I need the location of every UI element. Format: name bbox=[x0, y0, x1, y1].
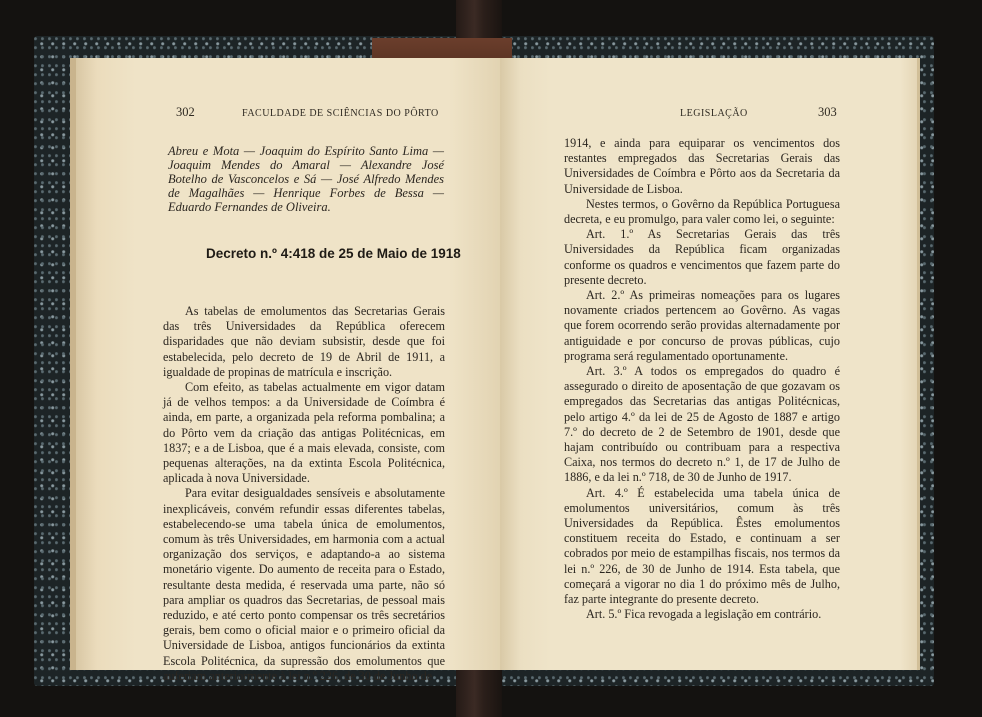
page-number-left: 302 bbox=[176, 105, 195, 119]
right-body bbox=[564, 136, 840, 623]
signatories bbox=[168, 144, 444, 214]
paragraph: Art. 3.º A todos os empregados do quadro é assegurado o direito de aposentação de que gozavam os empregados das Secretarias das antigas Politécnicas, pelo artigo 4.º da lei de 25 de Agosto de 1887 e artigo 7.º do decreto de 2 de Setembro de 1901, desde que hajam contribuído ou contribuam para a respectiva Caixa, nos termos do decreto n.º 1, de 17 de Julho de 1886, e da lei n.º 718, de 30 de Junho de 1917. bbox=[564, 364, 840, 485]
paragraph: Nestes termos, o Govêrno da República Portuguesa decreta, e eu promulgo, para valer como lei, o seguinte: bbox=[564, 196, 840, 227]
paragraph: Art. 5.º Fica revogada a legislação em contrário. bbox=[586, 607, 822, 622]
paragraph: As tabelas de emolumentos das Secretarias Gerais das três Universidades da República oferecem disparidades que não deviam subsistir, desde que foi estabelecida, pelo decreto de 19 de Abril de 1911, a igualdade de propinas de matrícula e inscrição. bbox=[163, 304, 445, 379]
paragraph: Art. 4.º É estabelecida uma tabela única de emolumentos universitários, comum às três Universidades da República. Êstes emolumentos constituem receita do Estado, e continuam a ser cobrados por meio de estampilhas fiscais, nos termos da lei n.º 226, de 30 de Junho de 1914. Esta tabela, que começará a vigorar no dia 1 do próximo mês de Julho, faz parte integrante do presente decreto. bbox=[564, 485, 840, 607]
page-number-right: 303 bbox=[818, 105, 837, 119]
running-head-right: LEGISLAÇÃO bbox=[680, 108, 748, 119]
right-page bbox=[500, 58, 920, 670]
paragraph: Art. 1.º As Secretarias Gerais das três Universidades da República ficam organizadas conforme os quadros e vencimentos que fazem parte do presente decreto. bbox=[564, 227, 840, 287]
left-page bbox=[70, 58, 500, 683]
paragraph: Art. 2.º As primeiras nomeações para os lugares novamente criados pertencem ao Govêrno. As vagas que forem ocorrendo serão providas alternadamente por antiguidade e por concurso de provas públicas, cujo programa será regulamentado oportunamente. bbox=[564, 288, 840, 363]
paragraph: Para evitar desigualdades sensíveis e absolutamente inexplicáveis, convém refundir essas diferentes tabelas, estabelecendo-se uma tabela única de emolumentos, comum às três Universidades, em harmonia com a actual organização dos serviços, e adaptando-a ao sistema monetário vigente. Do aumento de receita para o Estado, resultante desta medida, é reservada uma parte, não só para ampliar os quadros das Secretarias, de pessoal mais reduzido, e até certo ponto compensar os três secretários gerais, bem como o oficial maior e o primeiro oficial da Universidade de Lisboa, antigos funcionários da extinta Escola Politécnica, da supressão dos emolumentos que auferiam anteriormente à lei n.º 226, de 30 de Junho de bbox=[163, 486, 445, 683]
paragraph: Com efeito, as tabelas actualmente em vigor datam já de velhos tempos: a da Universidade de Coímbra é ainda, em parte, a organizada pela reforma pombalina; a do Pôrto vem da criação das antigas Politécnicas, em 1837; e a de Lisboa, que é a mais elevada, consiste, com pequenas alterações, na da extinta Escola Politécnica, aplicada à nova Universidade. bbox=[163, 380, 445, 486]
running-head-left: FACULDADE DE SCIÊNCIAS DO PÔRTO bbox=[242, 108, 439, 119]
signatories-text: Abreu e Mota — Joaquim do Espírito Santo Lima — Joaquim Mendes do Amaral — Alexandre José Botelho de Vasconcelos e Sá — José Alfredo Mendes de Magalhães — Henrique Forbes de Bessa — Eduardo Fernandes de Oliveira. bbox=[168, 144, 444, 214]
paragraph: 1914, e ainda para equiparar os vencimentos dos restantes empregados das Secretarias Gerais das Universidades de Coímbra e Pôrto aos da Secretaria da Universidade de Lisboa. bbox=[564, 136, 840, 196]
left-body bbox=[163, 304, 445, 684]
decree-title: Decreto n.º 4:418 de 25 de Maio de 1918 bbox=[206, 246, 461, 261]
